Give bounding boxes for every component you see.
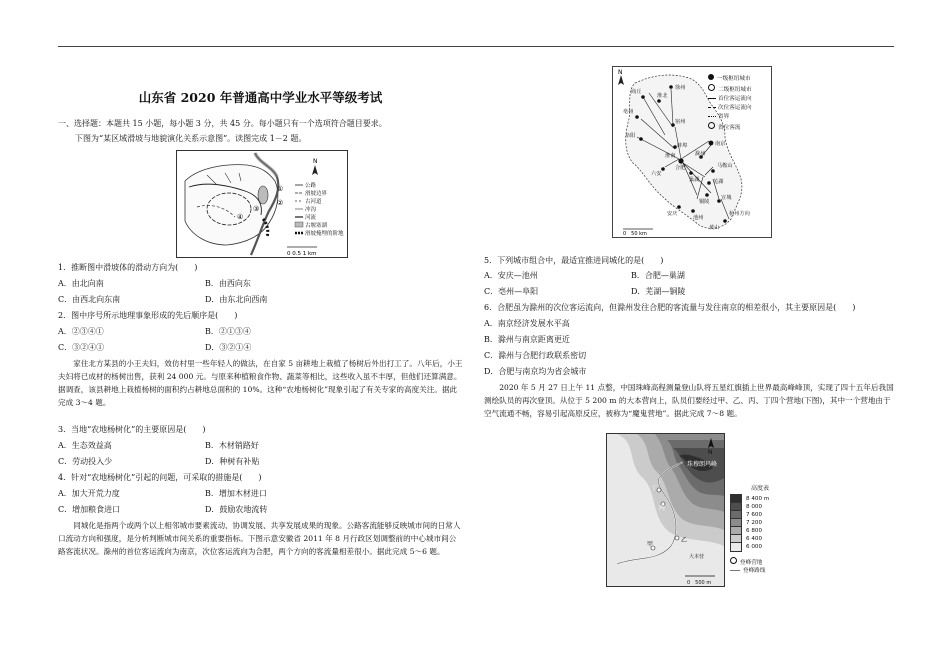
- passage-poplar: 家住北方某县的小王夫妇，效仿村里一些年轻人的做法，在自家 5 亩耕地上栽植了杨树后外出打工了。八年后，小王夫妇将已成材的杨树出售，获利 24 000 元。与原来种植粮食作物、蔬菜等相比，这些收入虽不丰厚，但他们还算满意。据调查，该县耕地上栽植杨树的面积约占耕地总面积的 10%。这种“农地杨树化”现象引起了有关专家的高度关注。据此完成 3～4 题。: [58, 359, 463, 407]
- q3-option-d[interactable]: D．种树有补贴: [205, 457, 260, 466]
- elevation-legend-row: [730, 543, 790, 551]
- intro-1: 下图为“某区域滑坡与地貌演化关系示意图”。读图完成 1－2 题。: [75, 134, 307, 143]
- legend-camp: 登峰营地: [740, 560, 763, 566]
- legend-province-border: 省界: [718, 114, 730, 120]
- elevation-label: 7 200: [746, 520, 763, 526]
- city-maanshan: 马鞍山: [717, 163, 733, 169]
- q5-option-d[interactable]: D．芜湖—铜陵: [631, 287, 686, 296]
- q3-option-b[interactable]: B．木材销路好: [205, 441, 259, 450]
- city-shangqiu: 商丘: [631, 89, 642, 95]
- q5-stem: 5．下列城市组合中，最适宜推进同城化的是( ): [484, 256, 664, 265]
- q4-option-b[interactable]: B．增加木材进口: [205, 489, 267, 498]
- elevation-label: 6 400: [746, 536, 763, 542]
- elevation-swatch: [730, 542, 742, 552]
- city-huainan: 淮南: [665, 153, 676, 159]
- header-rule: [58, 46, 894, 47]
- map1-legend-lake: 古堰塞湖: [305, 223, 328, 229]
- q5-option-b[interactable]: B．合肥—巢湖: [631, 271, 685, 280]
- q2-option-c[interactable]: C．③②④①: [58, 343, 105, 352]
- map1-scale: 0 0.5 1 km: [287, 251, 317, 257]
- elevation-legend: [730, 483, 790, 574]
- map1-legend-terrace: 滑坡掩埋的阶地: [305, 231, 344, 237]
- city-huangshan: 黄山: [709, 225, 720, 231]
- city-wuhu: 芜湖: [713, 179, 724, 185]
- legend-title: 高度表: [750, 485, 769, 492]
- legend-flow-point: 省位客流: [718, 125, 741, 131]
- elevation-label: 7 600: [746, 512, 763, 518]
- legend-first-flow: 首位客运流向: [718, 96, 752, 102]
- q6-option-d[interactable]: D．合肥与南京均为省会城市: [484, 367, 587, 376]
- landslide-map: [176, 150, 348, 258]
- q1-option-b[interactable]: B．由西向东: [205, 279, 251, 288]
- q1-option-c[interactable]: C．由西北向东南: [58, 295, 121, 304]
- q6-option-c[interactable]: C．滁州与合肥行政联系密切: [484, 351, 587, 360]
- q1-option-a[interactable]: A．由北向南: [58, 279, 104, 288]
- q3-option-c[interactable]: C．劳动投入少: [58, 457, 113, 466]
- city-suzhou: 宿州: [675, 119, 686, 125]
- city-hangzhou-direction: 杭州方向: [729, 211, 750, 217]
- city-fuyang: 阜阳: [625, 133, 636, 139]
- q1-stem: 1．推断图中滑坡体的滑动方向为( ): [58, 263, 198, 272]
- q2-stem: 2．图中序号所示地理事象形成的先后顺序是( ): [58, 311, 238, 320]
- passage-everest: 2020 年 5 月 27 日上午 11 点整，中国珠峰高程测量登山队将五星红旗插上世界最高峰峰顶，实现了四十五年后我国测绘队员的再次登顶。从位于 5 200 m 的大本营向上，队员们要经过甲、乙、丙、丁四个营地(下图)，其中一个营地由于空气流通不畅，容易引起高原反应，被称为“魔鬼营地”。据此完成 7～8 题。: [484, 383, 894, 418]
- city-nanjing: 南京: [715, 141, 726, 147]
- q1-option-d[interactable]: D．由东北向西南: [205, 295, 268, 304]
- city-anqing: 安庆: [667, 211, 678, 217]
- city-chizhou: 池州: [693, 215, 704, 221]
- q4-option-c[interactable]: C．增加粮食进口: [58, 505, 121, 514]
- map1-legend-river: 河流: [305, 215, 317, 221]
- city-bengbu: 蚌埠: [677, 143, 688, 149]
- anhui-map-legend: [708, 74, 778, 133]
- city-tongling: 铜陵: [699, 199, 710, 205]
- camp-ding: 丁: [651, 485, 658, 492]
- map1-num-1: ①: [277, 185, 284, 193]
- passage-urbanization: 同城化是指两个或两个以上相邻城市要素流动、协调发展、共享发展成果的现象。公路客流能够反映城市间的日常人口流动方向和强度，是分析判断城市间关系的重要指标。下图示意安徽省 2011 年 8 月行政区划调整前的中心城市间公路客流状况。滁州的首位客运流向为南京，次位客运流向为合肥，两个方向的客流量相差很小。据此完成 5～6 题。: [58, 521, 461, 556]
- city-huaibei: 淮北: [657, 93, 668, 99]
- q5-option-c[interactable]: C．亳州—阜阳: [484, 287, 539, 296]
- q3-stem: 3．当地“农地杨树化”的主要原因是( ): [58, 425, 206, 434]
- camp-jia: 甲: [647, 541, 654, 548]
- everest-map: [606, 433, 725, 587]
- map1-legend-gully: 冲沟: [305, 207, 317, 213]
- q2-option-a[interactable]: A．②③④①: [58, 327, 104, 336]
- legend-level2: 二级枢纽城市: [718, 87, 752, 93]
- page-title: 山东省 2020 年普通高中学业水平等级考试: [138, 90, 383, 105]
- legend-second-flow: 次位客运流向: [718, 105, 752, 111]
- city-bozhou: 亳州: [623, 109, 634, 115]
- q5-option-a[interactable]: A．安庆—池州: [484, 271, 538, 280]
- map3-scale: 0 500 m: [687, 580, 712, 586]
- q2-option-b[interactable]: B．②①③④: [205, 327, 251, 336]
- elevation-label: 8 400 m: [746, 496, 770, 502]
- city-chaohu: 巢湖: [689, 177, 700, 183]
- peak-label: 珠穆朗玛峰: [687, 461, 718, 468]
- q4-option-a[interactable]: A．加大开荒力度: [58, 489, 120, 498]
- city-hefei: 合肥: [675, 165, 686, 171]
- elevation-label: 6 800: [746, 528, 763, 534]
- svg-text:N: N: [618, 69, 623, 76]
- section-heading: 一、选择题：本题共 15 小题，每小题 3 分，共 45 分。每小题只有一个选项符合题目要求。: [58, 119, 387, 128]
- q3-option-a[interactable]: A．生态效益高: [58, 441, 112, 450]
- camp-yi: 乙: [681, 537, 688, 544]
- q6-option-b[interactable]: B．滁州与南京距离更近: [484, 335, 570, 344]
- q4-option-d[interactable]: D．鼓励农地流转: [205, 505, 268, 514]
- camp-bing: 丙: [659, 505, 666, 512]
- elevation-label: 6 000: [746, 544, 763, 550]
- svg-text:N: N: [313, 158, 318, 165]
- legend-route: 登峰路线: [743, 568, 766, 574]
- q6-stem: 6．合肥虽为滁州的次位客运流向，但滁州发往合肥的客流量与发往南京的相差很小，其主要原因是( ): [484, 303, 856, 312]
- svg-text:N: N: [708, 449, 713, 456]
- city-chuzhou: 滁州: [695, 151, 706, 157]
- q4-stem: 4．针对“农地杨树化”引起的问题，可采取的措施是( ): [58, 473, 262, 482]
- city-xuancheng: 宣城: [721, 195, 732, 201]
- map1-num-3: ③: [253, 205, 260, 213]
- map1-num-2: ②: [277, 199, 284, 207]
- legend-level1: 一级枢纽城市: [717, 76, 751, 82]
- city-luan: 六安: [651, 171, 662, 177]
- map1-legend-ancient-river: 古河道: [305, 199, 322, 205]
- map1-legend-boundary: 滑坡边界: [305, 191, 328, 197]
- q6-option-a[interactable]: A．南京经济发展水平高: [484, 319, 570, 328]
- map2-scale: 0 50 km: [623, 231, 647, 237]
- map1-legend-road: 公路: [305, 183, 317, 189]
- north-arrow-icon: [618, 69, 624, 85]
- elevation-label: 8 000: [746, 504, 763, 510]
- base-camp-label: 大本营: [689, 554, 705, 560]
- city-xuzhou: 徐州: [675, 85, 686, 91]
- north-arrow-icon: [312, 158, 318, 175]
- q2-option-d[interactable]: D．③②①④: [205, 343, 252, 352]
- map1-num-4: ④: [237, 213, 244, 221]
